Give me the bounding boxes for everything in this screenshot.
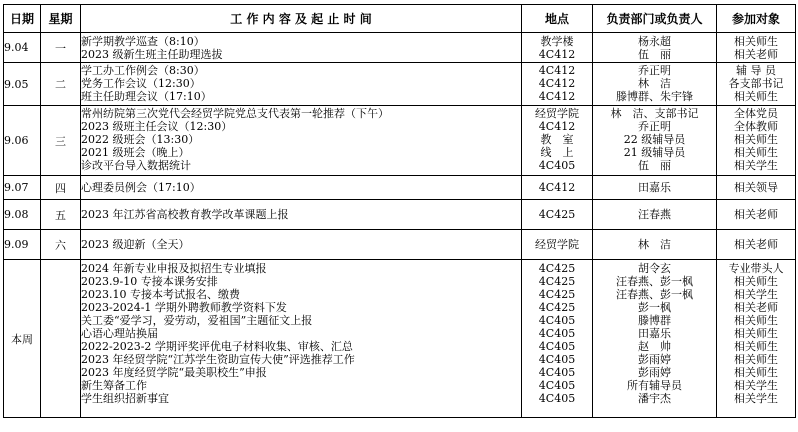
content-line: 2023.10 专接本考试报名、缴费	[81, 288, 240, 301]
place-line: 4C425	[538, 301, 576, 314]
audience-cell	[717, 33, 796, 63]
place-line: 4C425	[538, 288, 576, 301]
content-line: 班主任助理会议（17:10）	[81, 90, 212, 103]
place-line: 4C405	[538, 353, 576, 366]
schedule-body	[4, 33, 796, 418]
table-row	[4, 176, 796, 200]
header-content: 工 作 内 容 及 起 止 时 间	[81, 5, 522, 33]
place-cell	[522, 106, 593, 176]
audience-line: 全体党员	[734, 107, 778, 120]
content-cell	[81, 230, 522, 260]
weekday-cell: 五	[41, 200, 81, 230]
content-line: 诊改平台导入数据统计	[81, 159, 191, 172]
weekday-cell	[41, 260, 81, 418]
content-line: 2023 级迎新（全天）	[81, 238, 190, 251]
header-owner: 负责部门或负责人	[593, 5, 717, 33]
owner-cell	[593, 200, 717, 230]
owner-line: 彭一枫	[638, 301, 671, 314]
place-line: 4C425	[538, 262, 576, 275]
owner-line: 汪春燕、彭一枫	[616, 275, 693, 288]
table-row	[4, 200, 796, 230]
audience-line: 相关师生	[734, 340, 778, 353]
place-line: 经贸学院	[535, 107, 579, 120]
owner-line: 杨永超	[638, 35, 671, 48]
header-place: 地点	[522, 5, 593, 33]
owner-line: 21 级辅导员	[623, 146, 686, 159]
audience-line: 相关师生	[734, 146, 778, 159]
owner-line: 22 级辅导员	[623, 133, 686, 146]
owner-line: 伍 丽	[638, 159, 671, 172]
owner-line: 滕博群	[638, 314, 671, 327]
date-cell: 9.06	[4, 106, 41, 176]
date-cell: 9.08	[4, 200, 41, 230]
audience-cell	[717, 260, 796, 418]
audience-line: 相关老师	[734, 301, 778, 314]
owner-line: 汪春燕	[638, 208, 671, 221]
content-line: 2022 级班会（13:30）	[81, 133, 200, 146]
content-cell	[81, 200, 522, 230]
audience-cell	[717, 176, 796, 200]
audience-line: 相关师生	[734, 353, 778, 366]
audience-cell	[717, 63, 796, 106]
owner-line: 潘宇杰	[638, 392, 671, 405]
owner-line: 滕博群、朱宇锋	[616, 90, 693, 103]
content-line: 学生组织招新事宜	[81, 392, 169, 405]
audience-line: 相关老师	[734, 208, 778, 221]
weekday-cell: 四	[41, 176, 81, 200]
place-cell	[522, 33, 593, 63]
place-line: 4C425	[538, 208, 576, 221]
audience-line: 相关老师	[734, 238, 778, 251]
place-line: 4C405	[538, 340, 576, 353]
schedule-table	[3, 4, 796, 418]
place-line: 4C405	[538, 379, 576, 392]
audience-line: 相关学生	[734, 392, 778, 405]
weekday-cell: 三	[41, 106, 81, 176]
audience-line: 相关师生	[734, 275, 778, 288]
audience-line: 辅 导 员	[736, 64, 776, 77]
content-line: 2023 年度经贸学院“最美职校生”申报	[81, 366, 267, 379]
content-cell	[81, 33, 522, 63]
table-row	[4, 63, 796, 106]
content-line: 新学期教学巡查（8:10）	[81, 35, 205, 48]
content-cell	[81, 176, 522, 200]
content-line: 心理委员例会（17:10）	[81, 181, 201, 194]
place-cell	[522, 260, 593, 418]
content-line: 2023 年江苏省高校教育教学改革课题上报	[81, 208, 289, 221]
table-row	[4, 230, 796, 260]
audience-line: 相关学生	[734, 379, 778, 392]
content-line: 学工办工作例会（8:30）	[81, 64, 205, 77]
owner-line: 彭雨婷	[638, 353, 671, 366]
audience-cell	[717, 106, 796, 176]
audience-line: 相关师生	[734, 366, 778, 379]
content-line: 2023 级班主任会议（12:30）	[81, 120, 233, 133]
content-line: 2023 年经贸学院“江苏学生资助宣传大使”评选推荐工作	[81, 353, 355, 366]
place-line: 4C425	[538, 275, 576, 288]
owner-line: 胡令玄	[638, 262, 671, 275]
place-line: 经贸学院	[535, 238, 579, 251]
weekday-cell: 二	[41, 63, 81, 106]
owner-line: 林 洁、支部书记	[610, 107, 699, 120]
content-cell	[81, 63, 522, 106]
place-cell	[522, 200, 593, 230]
audience-cell	[717, 200, 796, 230]
date-cell: 本周	[4, 260, 41, 418]
audience-line: 相关老师	[734, 48, 778, 61]
owner-cell	[593, 230, 717, 260]
place-line: 4C405	[538, 159, 576, 172]
audience-line: 相关师生	[734, 133, 778, 146]
place-line: 4C412	[538, 181, 576, 194]
place-line: 线 上	[540, 146, 574, 159]
place-cell	[522, 176, 593, 200]
owner-line: 乔正明	[638, 120, 671, 133]
owner-line: 彭雨婷	[638, 366, 671, 379]
audience-line: 相关学生	[734, 159, 778, 172]
place-cell	[522, 230, 593, 260]
date-cell: 9.04	[4, 33, 41, 63]
content-cell	[81, 260, 522, 418]
content-line: 2023.9-10 专接本课务安排	[81, 275, 218, 288]
table-row	[4, 106, 796, 176]
owner-cell	[593, 33, 717, 63]
audience-line: 各支部书记	[728, 77, 784, 90]
owner-line: 汪春燕、彭一枫	[616, 288, 693, 301]
place-line: 教学楼	[540, 35, 574, 48]
content-line: 2022-2023-2 学期评奖评优电子材料收集、审核、汇总	[81, 340, 353, 353]
place-line: 4C405	[538, 327, 576, 340]
owner-line: 所有辅导员	[627, 379, 682, 392]
audience-line: 相关师生	[734, 314, 778, 327]
content-line: 关工委“爱学习，爱劳动，爱祖国”主题征文上报	[81, 314, 313, 327]
audience-line: 相关师生	[734, 327, 778, 340]
owner-line: 田嘉乐	[638, 327, 671, 340]
place-line: 4C405	[538, 366, 576, 379]
content-line: 党务工作会议（12:30）	[81, 77, 201, 90]
audience-line: 相关师生	[734, 90, 778, 103]
content-line: 2024 年新专业申报及拟招生专业填报	[81, 262, 267, 275]
weekday-cell: 一	[41, 33, 81, 63]
header-date: 日期	[4, 5, 41, 33]
owner-cell	[593, 176, 717, 200]
place-line: 4C412	[538, 64, 576, 77]
content-line: 常州纺院第三次党代会经贸学院党总支代表第一轮推荐（下午）	[81, 107, 389, 120]
content-line: 2021 级班会（晚上）	[81, 146, 190, 159]
audience-line: 相关领导	[734, 181, 778, 194]
owner-line: 林 洁	[638, 77, 671, 90]
header-weekday: 星期	[41, 5, 81, 33]
audience-line: 全体教师	[734, 120, 778, 133]
owner-line: 林 洁	[638, 238, 671, 251]
place-line: 4C412	[538, 48, 576, 61]
owner-line: 伍 丽	[638, 48, 671, 61]
owner-cell	[593, 260, 717, 418]
audience-cell	[717, 230, 796, 260]
place-line: 4C412	[538, 77, 576, 90]
header-audience: 参加对象	[717, 5, 796, 33]
table-row	[4, 33, 796, 63]
place-line: 教 室	[540, 133, 574, 146]
table-row	[4, 260, 796, 418]
owner-line: 赵 帅	[638, 340, 671, 353]
owner-line: 田嘉乐	[638, 181, 671, 194]
content-cell	[81, 106, 522, 176]
audience-line: 相关师生	[734, 35, 778, 48]
date-cell: 9.09	[4, 230, 41, 260]
date-cell: 9.07	[4, 176, 41, 200]
owner-cell	[593, 106, 717, 176]
place-line: 4C412	[538, 90, 576, 103]
place-line: 4C412	[538, 120, 576, 133]
audience-line: 相关学生	[734, 288, 778, 301]
place-cell	[522, 63, 593, 106]
audience-line: 专业带头人	[728, 262, 784, 275]
owner-cell	[593, 63, 717, 106]
content-line: 心语心理站换届	[81, 327, 158, 340]
content-line: 2023 级新生班主任助理选拔	[81, 48, 223, 61]
weekday-cell: 六	[41, 230, 81, 260]
owner-line: 乔正明	[638, 64, 671, 77]
table-header-row	[4, 5, 796, 33]
content-line: 2023-2024-1 学期外聘教师教学资料下发	[81, 301, 287, 314]
date-cell: 9.05	[4, 63, 41, 106]
place-line: 4C405	[538, 314, 576, 327]
content-line: 新生筹备工作	[81, 379, 147, 392]
place-line: 4C405	[538, 392, 576, 405]
